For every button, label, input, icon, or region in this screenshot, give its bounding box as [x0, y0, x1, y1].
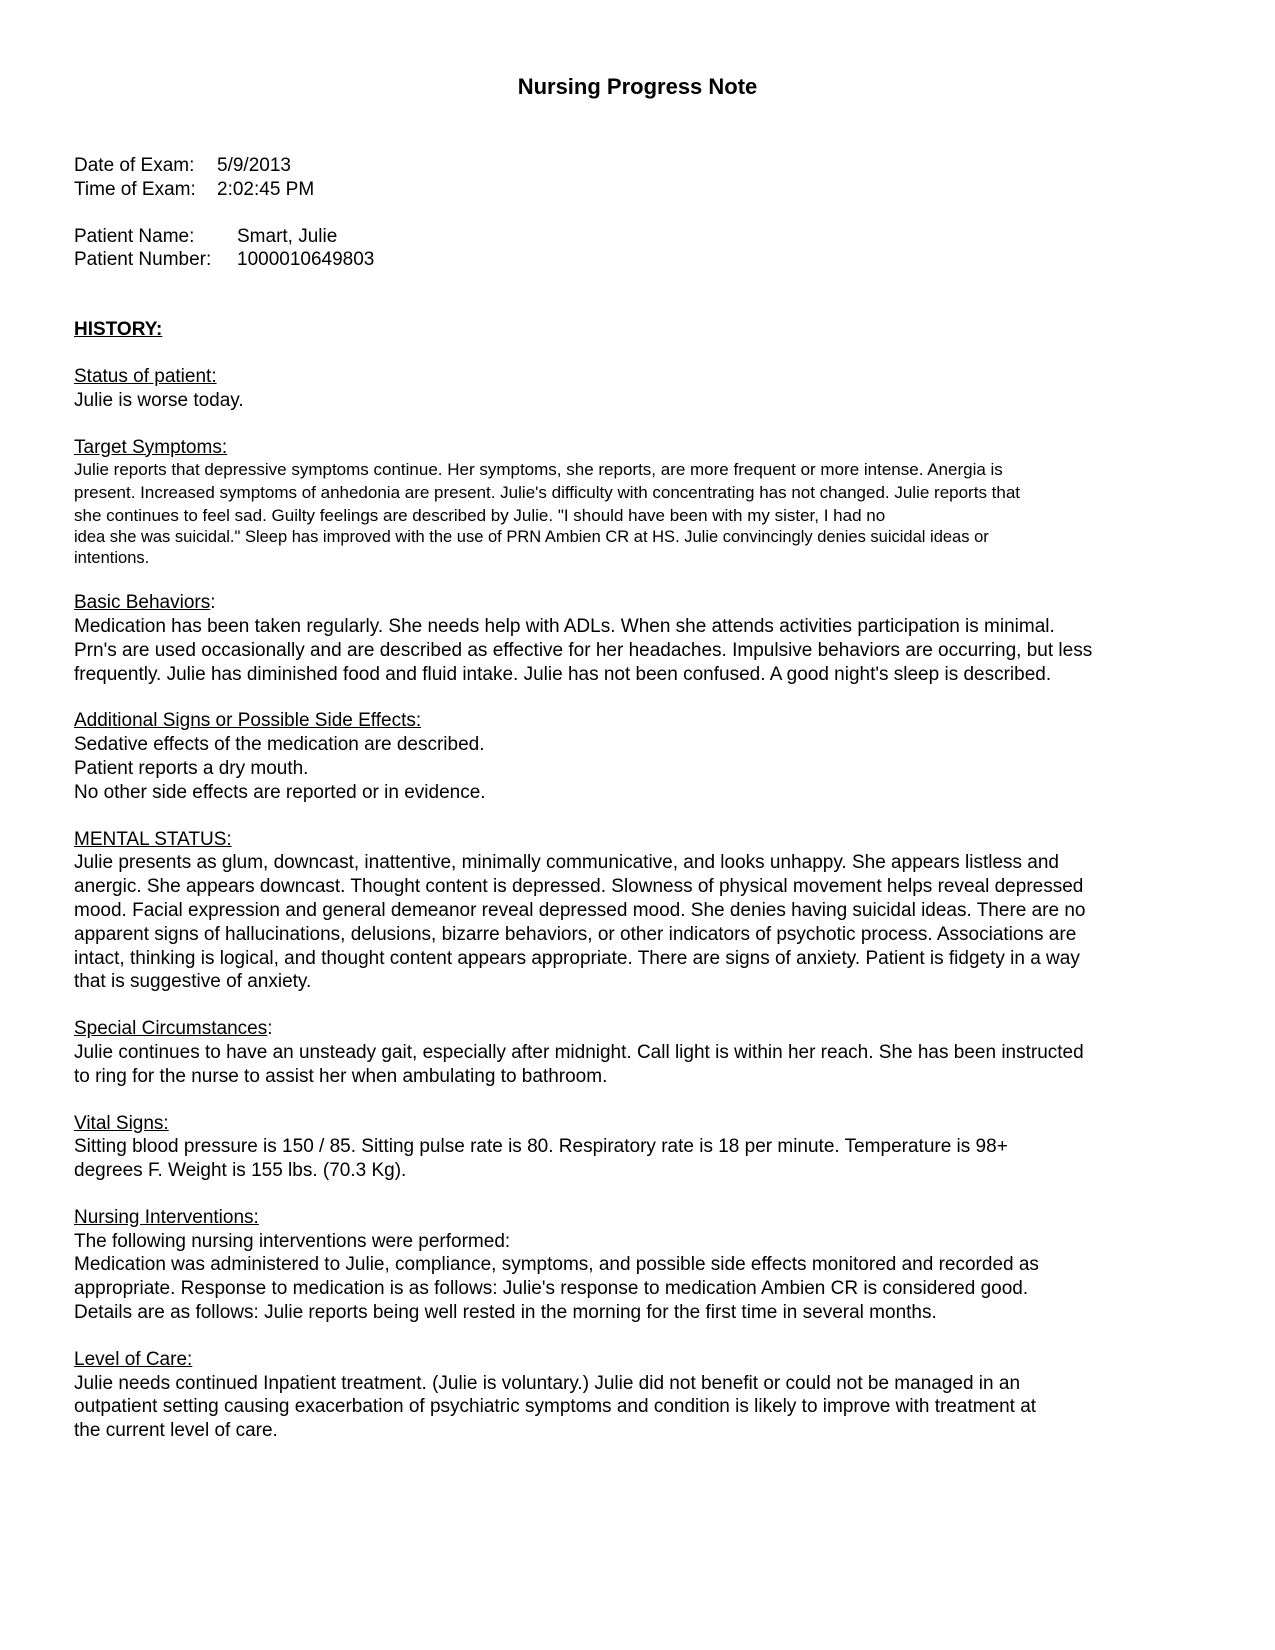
- document-title: Nursing Progress Note: [517, 74, 758, 99]
- additional-line: No other side effects are reported or in evidence.: [74, 781, 486, 803]
- additional-line: Sedative effects of the medication are described.: [74, 734, 485, 756]
- interventions-line: Medication was administered to Julie, compliance, symptoms, and possible side effects monitored and recorded as: [74, 1254, 1039, 1276]
- history-heading: HISTORY:: [74, 319, 163, 341]
- basic-line: frequently. Julie has diminished food and fluid intake. Julie has not been confused. A good night's sleep is described.: [74, 663, 1052, 685]
- patient-name-row: [74, 225, 1204, 249]
- target-line: she continues to feel sad. Guilty feelings are described by Julie. "I should have been with my sister, I had no: [74, 505, 886, 525]
- basic-section: [74, 591, 1204, 615]
- vitals-line: Sitting blood pressure is 150 / 85. Sitting pulse rate is 80. Respiratory rate is 18 per minute. Temperature is 98+: [74, 1136, 1008, 1158]
- exam-time-label: Time of Exam:: [74, 178, 196, 200]
- patient-name-value: Smart, Julie: [237, 225, 338, 247]
- care-line: the current level of care.: [74, 1420, 278, 1442]
- additional-title: Additional Signs or Possible Side Effects:: [74, 710, 422, 732]
- target-line: idea she was suicidal." Sleep has improved with the use of PRN Ambien CR at HS. Julie convincingly denies suicidal ideas or: [74, 528, 989, 547]
- basic-line: Medication has been taken regularly. She needs help with ADLs. When she attends activities participation is minimal.: [74, 615, 1055, 637]
- exam-date-label: Date of Exam:: [74, 155, 195, 176]
- care-line: outpatient setting causing exacerbation of psychiatric symptoms and condition is likely to improve with treatment at: [74, 1396, 1037, 1418]
- mental-line: intact, thinking is logical, and thought content appears appropriate. There are signs of anxiety. Patient is fidgety in a way: [74, 947, 1080, 969]
- care-section: [74, 1348, 1204, 1372]
- status-title: Status of patient:: [74, 365, 217, 387]
- care-title: Level of Care:: [74, 1348, 193, 1370]
- special-line: to ring for the nurse to assist her when ambulating to bathroom.: [74, 1065, 608, 1087]
- mental-line: mood. Facial expression and general demeanor reveal depressed mood. She denies having suicidal ideas. There are no: [74, 899, 1086, 921]
- interventions-line: The following nursing interventions were performed:: [74, 1230, 511, 1252]
- exam-time-row: [74, 178, 1204, 202]
- patient-name-label: Patient Name:: [74, 225, 195, 247]
- note-content: [74, 154, 1204, 1443]
- special-title: Special Circumstances: [74, 1018, 268, 1040]
- interventions-line: Details are as follows: Julie reports being well rested in the morning for the first time in several months.: [74, 1302, 937, 1324]
- special-title-colon: :: [267, 1018, 273, 1040]
- mental-section: [74, 828, 1204, 852]
- additional-line: Patient reports a dry mouth.: [74, 757, 309, 779]
- exam-date-row: [74, 154, 1204, 178]
- vitals-line: degrees F. Weight is 155 lbs. (70.3 Kg).: [74, 1160, 407, 1182]
- status-section: [74, 365, 1204, 389]
- basic-line: Prn's are used occasionally and are described as effective for her headaches. Impulsive behaviors are occurring, but less: [74, 639, 1093, 661]
- vitals-section: [74, 1112, 1204, 1136]
- target-line: present. Increased symptoms of anhedonia are present. Julie's difficulty with concentrating has not changed. Julie reports that: [74, 482, 1021, 502]
- mental-line: Julie presents as glum, downcast, inattentive, minimally communicative, and looks unhappy. She appears listless and: [74, 852, 1059, 874]
- mental-title: MENTAL STATUS:: [74, 828, 232, 850]
- status-line: Julie is worse today.: [74, 389, 244, 411]
- patient-number-value: 1000010649803: [237, 249, 375, 271]
- special-line: Julie continues to have an unsteady gait, especially after midnight. Call light is within her reach. She has been instructed: [74, 1041, 1084, 1063]
- exam-time-value: 2:02:45 PM: [217, 178, 315, 200]
- mental-line: that is suggestive of anxiety.: [74, 971, 312, 993]
- exam-date-value: 5/9/2013: [217, 155, 291, 176]
- basic-title: Basic Behaviors: [74, 592, 211, 614]
- target-section: [74, 436, 1204, 460]
- target-line: Julie reports that depressive symptoms continue. Her symptoms, she reports, are more frequent or more intense. Anergia is: [74, 460, 1003, 480]
- patient-number-label: Patient Number:: [74, 249, 212, 271]
- care-line: Julie needs continued Inpatient treatment. (Julie is voluntary.) Julie did not benefit or could not be managed in an: [74, 1372, 1021, 1394]
- additional-section: [74, 709, 1204, 733]
- vitals-title: Vital Signs:: [74, 1112, 169, 1134]
- target-title: Target Symptoms:: [74, 436, 228, 458]
- interventions-line: appropriate. Response to medication is as follows: Julie's response to medication Ambien CR is considered good.: [74, 1278, 1029, 1300]
- basic-title-colon: :: [210, 592, 216, 614]
- special-section: [74, 1017, 1204, 1041]
- mental-line: apparent signs of hallucinations, delusions, bizarre behaviors, or other indicators of psychotic process. Associations are: [74, 923, 1077, 945]
- target-line: intentions.: [74, 548, 150, 567]
- history-heading-row: [74, 318, 1204, 342]
- mental-line: anergic. She appears downcast. Thought content is depressed. Slowness of physical movement helps reveal depressed: [74, 876, 1084, 898]
- interventions-title: Nursing Interventions:: [74, 1206, 259, 1228]
- patient-number-row: [74, 248, 1204, 272]
- interventions-section: [74, 1206, 1204, 1230]
